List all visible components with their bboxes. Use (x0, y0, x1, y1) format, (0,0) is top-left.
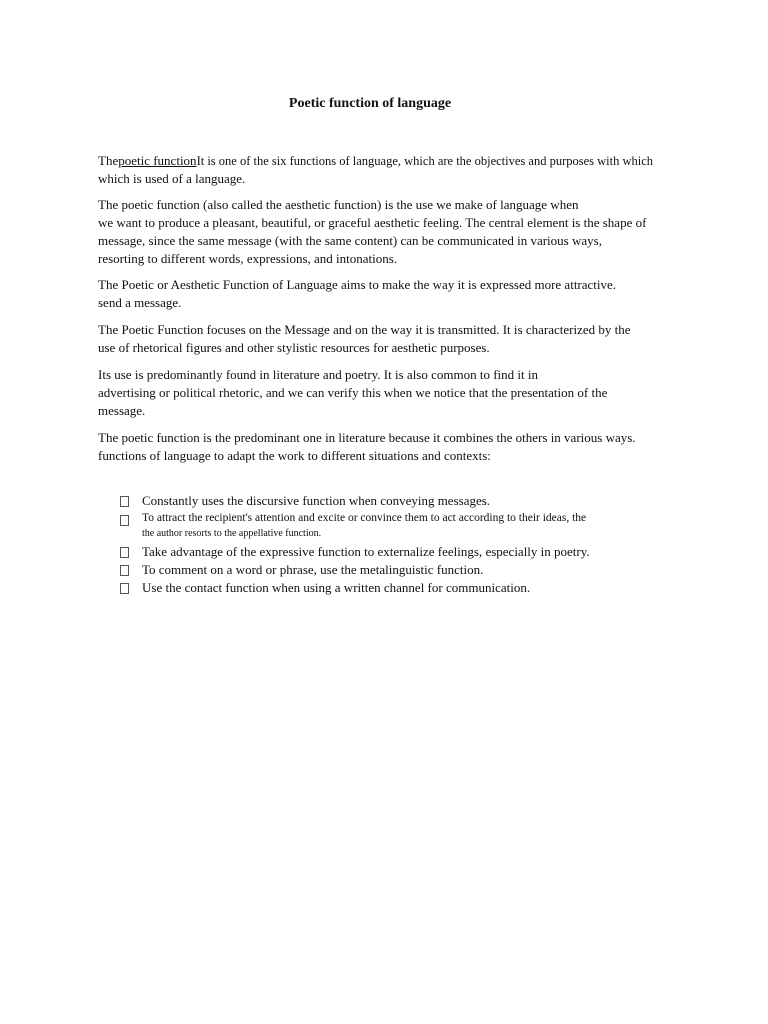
bullet-text: Take advantage of the expressive function to externalize feelings, especially in poetry. (142, 544, 590, 559)
list-item (120, 543, 590, 561)
aim-line-1: The Poetic or Aesthetic Function of Language aims to make the way it is expressed more attractive. (98, 277, 617, 292)
usage-line-1: Its use is predominantly found in literature and poetry. It is also common to find it in (98, 367, 538, 382)
list-item (120, 511, 590, 541)
literature-line-1: The poetic function is the predominant one in literature because it combines the others in various ways. (98, 430, 636, 445)
bullet-text (142, 511, 590, 541)
intro-line-2: which is used of a language. (98, 171, 246, 186)
paragraph-aim (98, 276, 616, 312)
paragraph-usage (98, 366, 607, 420)
definition-line-3: message, since the same message (with the same content) can be communicated in various ways, (98, 233, 602, 248)
list-item (120, 561, 590, 579)
paragraph-intro (98, 152, 653, 188)
list-item (120, 579, 590, 597)
bullet-text: Constantly uses the discursive function when conveying messages. (142, 493, 491, 508)
bullet-box-icon (120, 583, 129, 594)
definition-line-4: resorting to different words, expressions, and intonations. (98, 251, 398, 266)
bullet-text: To comment on a word or phrase, use the metalinguistic function. (142, 562, 484, 577)
usage-line-3: message. (98, 403, 146, 418)
document-title: Poetic function of language (288, 96, 452, 111)
bullet-2-line-1: To attract the recipient's attention and excite or convince them to act according to their ideas, the (142, 512, 587, 524)
focus-line-1: The Poetic Function focuses on the Message and on the way it is transmitted. It is characterized by the (98, 322, 631, 337)
focus-line-2: use of rhetorical figures and other stylistic resources for aesthetic purposes. (98, 340, 490, 355)
bullet-box-icon (120, 565, 129, 576)
bullet-list (120, 492, 590, 597)
literature-line-2: functions of language to adapt the work to different situations and contexts: (98, 448, 491, 463)
list-item (120, 492, 590, 510)
bullet-text: Use the contact function when using a written channel for communication. (142, 580, 531, 595)
usage-line-2: advertising or political rhetoric, and we can verify this when we notice that the presentation of the (98, 385, 608, 400)
paragraph-definition (98, 196, 646, 268)
bullet-2-line-2: the author resorts to the appellative function. (142, 528, 322, 539)
aim-line-2: send a message. (98, 295, 182, 310)
definition-line-1: The poetic function (also called the aesthetic function) is the use we make of language when (98, 197, 579, 212)
bullet-box-icon (120, 515, 129, 526)
intro-line-1: It is one of the six functions of language, which are the objectives and purposes with which (196, 154, 654, 168)
bullet-box-icon (120, 496, 129, 507)
paragraph-focus (98, 321, 631, 357)
paragraph-literature (98, 429, 636, 465)
poetic-function-link[interactable]: poetic function (118, 153, 197, 168)
definition-line-2: we want to produce a pleasant, beautiful, or graceful aesthetic feeling. The central element is the shape of (98, 215, 647, 230)
intro-prefix: The (98, 153, 119, 168)
bullet-box-icon (120, 547, 129, 558)
